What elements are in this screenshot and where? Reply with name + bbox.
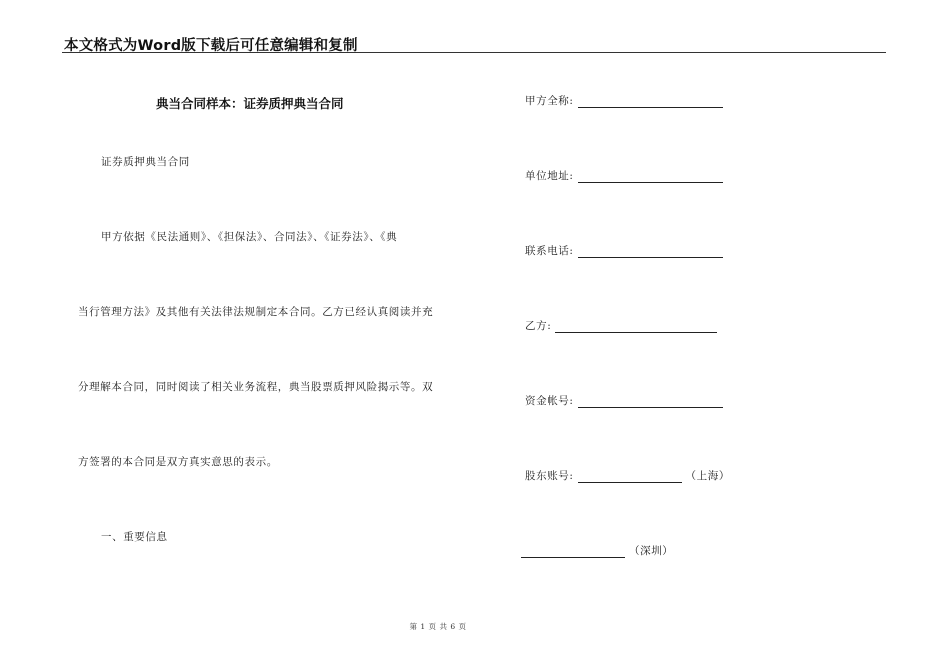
form-field-shareholder-account-shenzhen xyxy=(521,543,673,558)
field-label: 股东账号: xyxy=(525,470,574,482)
header-rule xyxy=(62,52,886,53)
form-field-party-a-name xyxy=(525,93,723,108)
form-field-address xyxy=(525,168,723,183)
document-header: 本文格式为Word版下载后可任意编辑和复制 xyxy=(64,38,358,54)
paragraph: 当行管理方法》及其他有关法律法规制定本合同。乙方已经认真阅读并充 xyxy=(78,306,434,318)
fill-in-line xyxy=(578,95,723,108)
fill-in-line xyxy=(578,470,682,483)
document-title: 典当合同样本：证券质押典当合同 xyxy=(156,96,344,111)
paragraph: 分理解本合同，同时阅读了相关业务流程，典当股票质押风险揭示等。双 xyxy=(78,381,434,393)
field-suffix: （深圳） xyxy=(629,545,674,557)
paragraph: 方签署的本合同是双方真实意思的表示。 xyxy=(78,456,278,468)
paragraph: 甲方依据《民法通则》、《担保法》、合同法》、《证券法》、《典 xyxy=(101,231,398,243)
fill-in-line xyxy=(578,395,723,408)
form-field-fund-account xyxy=(525,393,723,408)
field-suffix: （上海） xyxy=(685,470,730,482)
field-label: 联系电话: xyxy=(525,245,574,257)
field-label: 资金帐号: xyxy=(525,395,574,407)
section-heading: 一、重要信息 xyxy=(101,531,168,543)
fill-in-line xyxy=(578,245,723,258)
paragraph: 证券质押典当合同 xyxy=(101,156,190,168)
form-field-party-b xyxy=(525,318,717,333)
form-field-phone xyxy=(525,243,723,258)
field-label: 甲方全称: xyxy=(525,95,574,107)
field-label: 单位地址: xyxy=(525,170,574,182)
form-field-shareholder-account-shanghai xyxy=(525,468,730,483)
page-number: 第 1 页 共 6 页 xyxy=(409,622,467,631)
fill-in-line xyxy=(521,545,625,558)
fill-in-line xyxy=(555,320,717,333)
fill-in-line xyxy=(578,170,723,183)
field-label: 乙方: xyxy=(525,320,552,332)
